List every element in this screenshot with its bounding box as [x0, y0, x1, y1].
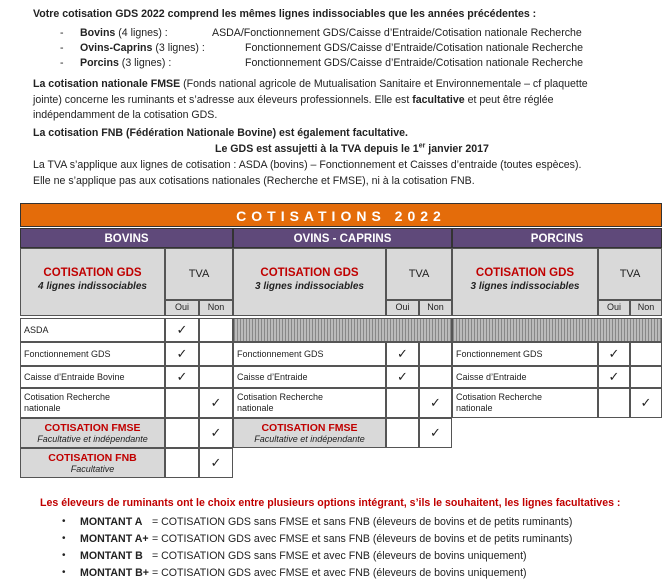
check-icon: ✓	[199, 448, 233, 478]
check-icon: ✓	[165, 366, 199, 388]
porcins-disabled-row	[452, 318, 662, 342]
dash-ovins: -	[60, 42, 64, 54]
empty-cell	[630, 342, 662, 366]
ovins-tva-header: TVA	[386, 248, 452, 300]
empty-cell	[419, 342, 452, 366]
ovins-oui: Oui	[386, 300, 419, 316]
montant-b-plus: MONTANT B+	[80, 567, 149, 579]
ovins-disabled-row	[233, 318, 452, 342]
ovins-row-fonctionnement: Fonctionnement GDS	[233, 342, 386, 366]
bullet-icon: •	[62, 533, 66, 544]
section-ovins-caprins: OVINS - CAPRINS	[233, 228, 452, 248]
empty-cell	[199, 318, 233, 342]
montant-a-text: = COTISATION GDS sans FMSE et sans FNB (éleveurs de bovins et de petits ruminants)	[152, 516, 573, 528]
ovins-row-caisse: Caisse d’Entraide	[233, 366, 386, 388]
bovins-fmse: COTISATION FMSE Facultative et indépendante	[20, 418, 165, 448]
montant-a: MONTANT A	[80, 516, 143, 528]
montant-b-plus-text: = COTISATION GDS avec FMSE et avec FNB (éleveurs de bovins uniquement)	[152, 567, 527, 579]
empty-cell	[419, 366, 452, 388]
check-icon: ✓	[199, 418, 233, 448]
tva-line-1: La TVA s’applique aux lignes de cotisation : ASDA (bovins) – Fonctionnement et Caisses d’entraide (toutes espèces).	[33, 159, 582, 171]
bovins-row-recherche: Cotisation Recherche nationale	[20, 388, 165, 418]
montant-b-text: = COTISATION GDS sans FMSE et avec FNB (éleveurs de bovins uniquement)	[152, 550, 527, 562]
check-icon: ✓	[598, 366, 630, 388]
fmse-line-2: jointe) concerne les ruminants et s’adresse aux éleveurs professionnels. Elle est facultative et peut être réglée	[33, 94, 554, 106]
intro-row-bovins: Bovins (4 lignes) :	[80, 27, 168, 39]
intro-row-ovins: Ovins-Caprins (3 lignes) :	[80, 42, 205, 54]
check-icon: ✓	[386, 366, 419, 388]
ovins-non: Non	[419, 300, 452, 316]
intro-row-ovins-desc: Fonctionnement GDS/Caisse d’Entraide/Cotisation nationale Recherche	[245, 42, 584, 54]
table-title: COTISATIONS 2022	[20, 203, 662, 227]
section-bovins: BOVINS	[20, 228, 233, 248]
check-icon: ✓	[386, 342, 419, 366]
section-porcins: PORCINS	[452, 228, 662, 248]
empty-cell	[630, 366, 662, 388]
ovins-row-recherche: Cotisation Recherche nationale	[233, 388, 386, 418]
empty-cell	[165, 448, 199, 478]
bovins-fnb: COTISATION FNB Facultative	[20, 448, 165, 478]
empty-cell	[199, 342, 233, 366]
montant-a-plus-text: = COTISATION GDS avec FMSE et sans FNB (éleveurs de bovins et de petits ruminants)	[152, 533, 573, 545]
fmse-line-3: indépendamment de la cotisation GDS.	[33, 109, 218, 121]
montant-b: MONTANT B	[80, 550, 143, 562]
ovins-fmse: COTISATION FMSE Facultative et indépendante	[233, 418, 386, 448]
check-icon: ✓	[419, 388, 452, 418]
porcins-row-caisse: Caisse d’Entraide	[452, 366, 598, 388]
check-icon: ✓	[598, 342, 630, 366]
bovins-row-asda: ASDA	[20, 318, 165, 342]
empty-cell	[386, 388, 419, 418]
tva-note: Le GDS est assujetti à la TVA depuis le 1er janvier 2017	[215, 142, 489, 155]
intro-title: Votre cotisation GDS 2022 comprend les mêmes lignes indissociables que les années précédentes :	[33, 8, 537, 20]
porcins-row-recherche: Cotisation Recherche nationale	[452, 388, 598, 418]
porcins-gds-header: COTISATION GDS 3 lignes indissociables	[452, 248, 598, 316]
check-icon: ✓	[165, 342, 199, 366]
porcins-oui: Oui	[598, 300, 630, 316]
intro-row-porcins-desc: Fonctionnement GDS/Caisse d’Entraide/Cotisation nationale Recherche	[245, 57, 584, 69]
check-icon: ✓	[165, 318, 199, 342]
empty-cell	[386, 418, 419, 448]
bovins-row-caisse: Caisse d’Entraide Bovine	[20, 366, 165, 388]
bullet-icon: •	[62, 550, 66, 561]
dash-bovins: -	[60, 27, 64, 39]
bovins-gds-header: COTISATION GDS 4 lignes indissociables	[20, 248, 165, 316]
porcins-row-fonctionnement: Fonctionnement GDS	[452, 342, 598, 366]
porcins-non: Non	[630, 300, 662, 316]
check-icon: ✓	[630, 388, 662, 418]
bullet-icon: •	[62, 516, 66, 527]
empty-cell	[199, 366, 233, 388]
check-icon: ✓	[419, 418, 452, 448]
fnb-note: La cotisation FNB (Fédération Nationale Bovine) est également facultative.	[33, 127, 408, 139]
bovins-non: Non	[199, 300, 233, 316]
bovins-tva-header: TVA	[165, 248, 233, 300]
empty-cell	[165, 418, 199, 448]
tva-line-2: Elle ne s’applique pas aux cotisations nationales (Recherche et FMSE), ni à la cotisation FNB.	[33, 175, 475, 187]
bullet-icon: •	[62, 567, 66, 578]
intro-row-porcins: Porcins (3 lignes) :	[80, 57, 172, 69]
ovins-gds-header: COTISATION GDS 3 lignes indissociables	[233, 248, 386, 316]
bovins-oui: Oui	[165, 300, 199, 316]
empty-cell	[165, 388, 199, 418]
intro-row-bovins-desc: ASDA/Fonctionnement GDS/Caisse d’Entraide/Cotisation nationale Recherche	[212, 27, 582, 39]
porcins-tva-header: TVA	[598, 248, 662, 300]
montant-a-plus: MONTANT A+	[80, 533, 149, 545]
footer-lead: Les éleveurs de ruminants ont le choix entre plusieurs options intégrant, s’ils le souhaitent, les lignes facultatives :	[40, 497, 621, 509]
dash-porcins: -	[60, 57, 64, 69]
empty-cell	[598, 388, 630, 418]
fmse-line-1: La cotisation nationale FMSE (Fonds national agricole de Mutualisation Sanitaire et Environnementale – cf plaquette	[33, 78, 588, 90]
bovins-row-fonctionnement: Fonctionnement GDS	[20, 342, 165, 366]
check-icon: ✓	[199, 388, 233, 418]
